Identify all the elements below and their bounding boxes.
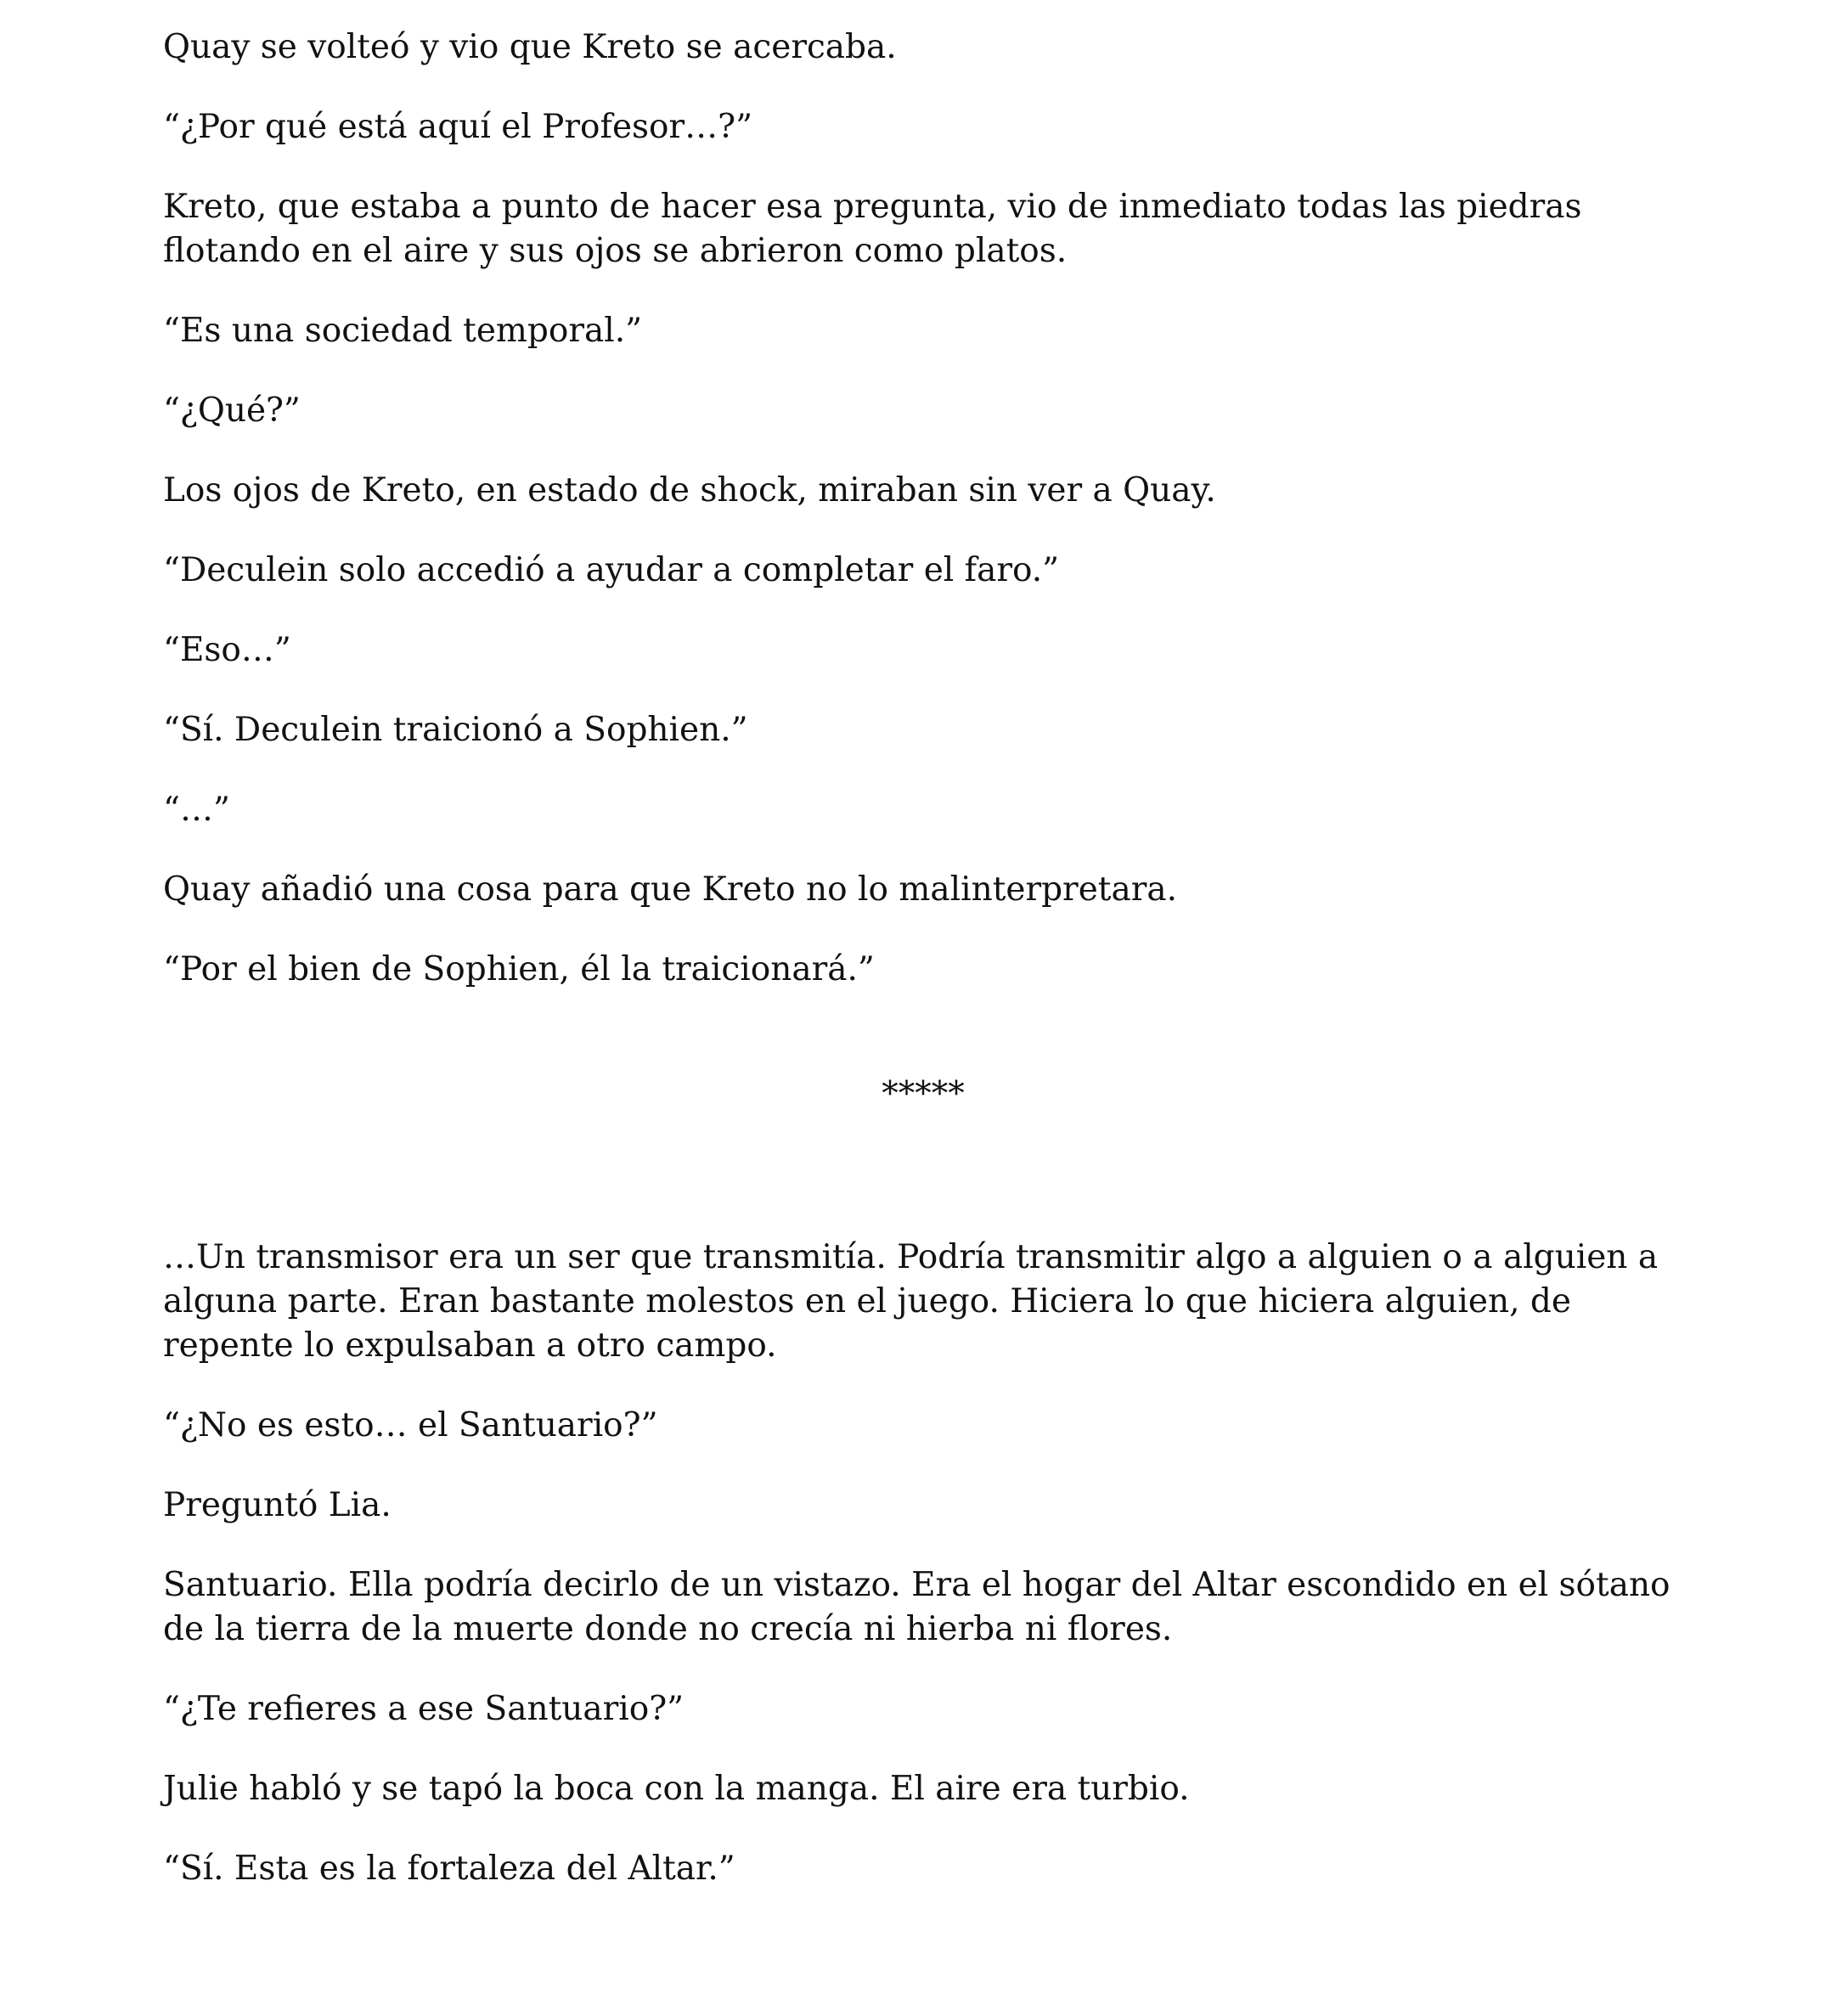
paragraph: “Sí. Deculein traicionó a Sophien.” [163,711,748,749]
paragraph: “Por el bien de Sophien, él la traicionará.” [163,950,875,988]
scene-separator: ***** [882,1075,965,1113]
paragraph: Quay se volteó y vio que Kreto se acercaba. [163,28,897,66]
paragraph: “Deculein solo accedió a ayudar a completar el faro.” [163,551,1060,589]
paragraph: “…” [163,791,230,829]
paragraph: Kreto, que estaba a punto de hacer esa pregunta, vio de inmediato todas las piedras flotando en el aire y sus ojos se abrieron como platos. [163,188,1582,270]
paragraph: “¿Te refieres a ese Santuario?” [163,1690,685,1728]
paragraph: “Sí. Esta es la fortaleza del Altar.” [163,1850,735,1888]
paragraph: Preguntó Lia. [163,1486,392,1524]
paragraph: Los ojos de Kreto, en estado de shock, miraban sin ver a Quay. [163,471,1216,510]
paragraph: “¿Qué?” [163,391,301,430]
separator-spacing [163,1117,1683,1236]
paragraph: Santuario. Ella podría decirlo de un vistazo. Era el hogar del Altar escondido en el sótano de la tierra de la muerte donde no crecía ni hierba ni flores. [163,1566,1671,1648]
paragraph: “Eso…” [163,631,291,669]
paragraph: Julie habló y se tapó la boca con la manga. El aire era turbio. [163,1770,1190,1808]
paragraph: …Un transmisor era un ser que transmitía. Podría transmitir algo a alguien o a alguien a alguna parte. Eran bastante molestos en el juego. Hiciera lo que hiciera alguien, de repente lo expulsaban a otro campo. [163,1238,1659,1365]
paragraph: “Es una sociedad temporal.” [163,312,643,350]
document-page [163,25,1683,1927]
paragraph: Quay añadió una cosa para que Kreto no lo malinterpretara. [163,870,1177,909]
paragraph: “¿No es esto… el Santuario?” [163,1406,658,1444]
paragraph: “¿Por qué está aquí el Profesor…?” [163,108,753,146]
